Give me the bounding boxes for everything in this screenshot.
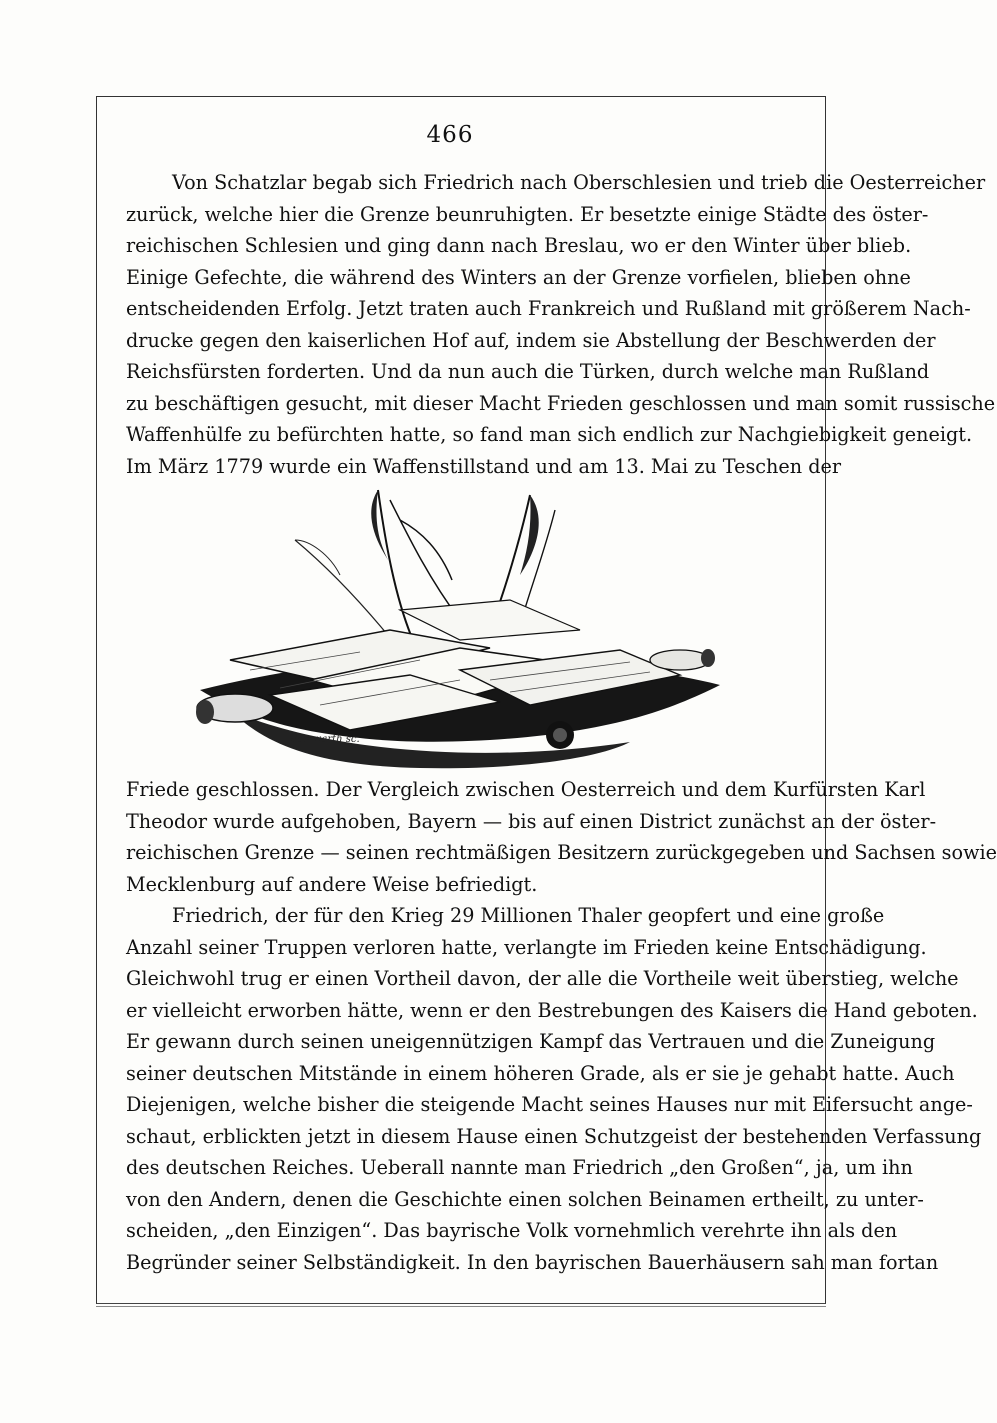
text-line: reichischen Schlesien und ging dann nach Breslau, wo er den Winter über blieb. — [126, 234, 912, 257]
text-line: Friedrich, der für den Krieg 29 Millionen Thaler geopfert und eine große — [172, 904, 885, 927]
text-line: er vielleicht erworben hätte, wenn er den Bestrebungen des Kaisers die Hand geboten. — [126, 998, 978, 1022]
paragraph-1-continued — [126, 774, 997, 1278]
text-line: scheiden, „den Einzigen“. Das bayrische Volk vornehmlich verehrte ihn als den — [126, 1219, 898, 1242]
text-line: zurück, welche hier die Grenze beunruhigten. Er besetzte einige Städte des öster- — [126, 202, 929, 226]
text-line: Er gewann durch seinen uneigennützigen Kampf das Vertrauen und die Zuneigung — [126, 1030, 936, 1053]
text-line: zu beschäftigen gesucht, mit dieser Macht Frieden geschlossen und man somit russische — [126, 391, 996, 415]
paragraph-1 — [126, 167, 996, 482]
text-line: entscheidenden Erfolg. Jetzt traten auch Frankreich und Rußland mit größerem Nach- — [126, 297, 971, 320]
text-line: Mecklenburg auf andere Weise befriedigt. — [126, 872, 538, 896]
text-line: Reichsfürsten forderten. Und da nun auch die Türken, durch welche man Rußland — [126, 360, 930, 383]
text-line: des deutschen Reiches. Ueberall nannte man Friedrich „den Großen“, ja, um ihn — [126, 1156, 913, 1179]
text-line: Friede geschlossen. Der Vergleich zwischen Oesterreich und dem Kurfürsten Karl — [126, 778, 926, 801]
text-line: Gleichwohl trug er einen Vortheil davon, der alle die Vortheile weit überstieg, welche — [126, 967, 959, 990]
text-line: Einige Gefechte, die während des Winters an der Grenze vorfielen, blieben ohne — [126, 265, 911, 289]
text-line: Begründer seiner Selbständigkeit. In den bayrischen Bauerhäusern sah man fortan — [126, 1250, 939, 1274]
text-line: reichischen Grenze — seinen rechtmäßigen Besitzern zurückgegeben und Sachsen sowie — [126, 841, 997, 864]
text-line: von den Andern, denen die Geschichte einen solchen Beinamen ertheilt, zu unter- — [126, 1187, 924, 1211]
illustration-signature: Bamwarth sc. — [290, 734, 360, 745]
text-line: schaut, erblickten jetzt in diesem Hause einen Schutzgeist der bestehenden Verfassung — [126, 1124, 982, 1148]
text-line: seiner deutschen Mitstände in einem höheren Grade, als er sie je gehabt hatte. Auch — [126, 1061, 955, 1085]
text-line: drucke gegen den kaiserlichen Hof auf, indem sie Abstellung der Beschwerden der — [126, 328, 936, 352]
illustration-papers-quills — [160, 480, 740, 770]
page-number: 466 — [426, 122, 474, 148]
text-line: Anzahl seiner Truppen verloren hatte, verlangte im Frieden keine Entschädigung. — [126, 935, 927, 959]
text-line: Von Schatzlar begab sich Friedrich nach Oberschlesien und trieb die Oesterreicher — [172, 171, 986, 194]
text-line: Waffenhülfe zu befürchten hatte, so fand man sich endlich zur Nachgiebigkeit geneigt. — [126, 423, 973, 446]
text-line: Im März 1779 wurde ein Waffenstillstand und am 13. Mai zu Teschen der — [126, 454, 842, 478]
text-line: Diejenigen, welche bisher die steigende Macht seines Hauses nur mit Eifersucht ange- — [126, 1093, 973, 1116]
page-frame-rule — [96, 1306, 826, 1307]
text-line: Theodor wurde aufgehoben, Bayern — bis auf einen District zunächst an der öster- — [126, 809, 937, 833]
